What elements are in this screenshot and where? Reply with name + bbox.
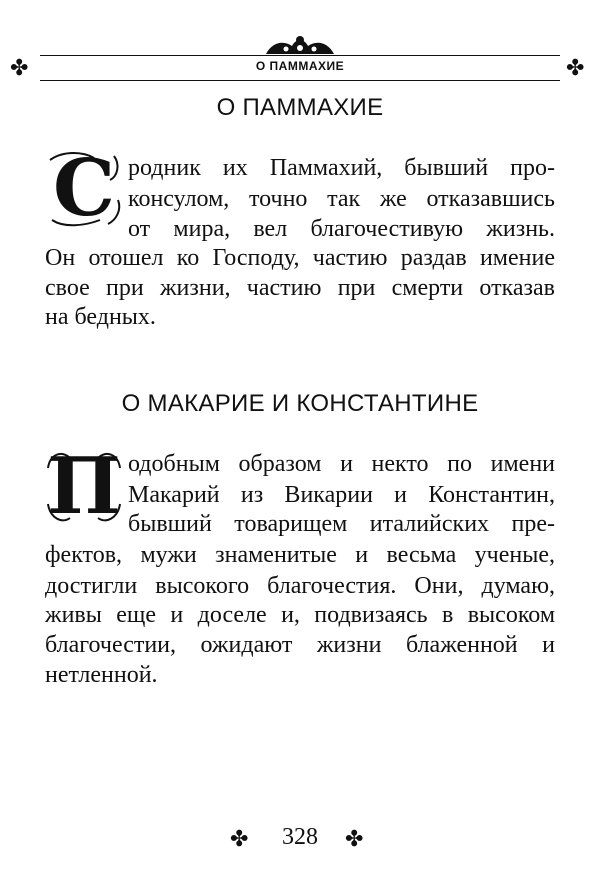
header-rule-top — [40, 55, 560, 56]
drop-cap-letter: С — [52, 143, 116, 234]
fleuron-left-icon: ✤ — [230, 826, 249, 851]
header-rule-bottom — [40, 80, 560, 81]
text-line: консулом, точно так же отказавшись — [128, 186, 555, 212]
fleuron-right-icon: ✤ — [566, 55, 585, 80]
text-line: на бедных. — [45, 304, 156, 330]
section-title: О МАКАРИЕ И КОНСТАНТИНЕ — [121, 390, 479, 417]
text-line: нетленной. — [45, 662, 158, 688]
text-line: от мира, вел благочестивую жизнь. — [128, 216, 555, 242]
text-line: Он отошел ко Господу, частию раздав имение — [45, 245, 555, 271]
text-line: благочестии, ожидают жизни блаженной и — [45, 632, 555, 658]
page-number: 328 — [282, 824, 318, 850]
drop-cap-letter: П — [47, 441, 121, 532]
text-line: свое при жизни, частию при смерти отказав — [45, 275, 555, 301]
header-top-ornament — [262, 34, 338, 56]
section-title: О ПАММАХИЕ — [216, 94, 384, 121]
text-line: живы еще и доселе и, подвизаясь в высоком — [45, 602, 555, 628]
text-line: достигли высокого благочестия. Они, думаю, — [45, 573, 555, 599]
text-line: Макарий из Викарии и Константин, — [128, 482, 555, 508]
fleuron-right-icon: ✤ — [345, 826, 364, 851]
text-line: одобным образом и некто по имени — [128, 451, 555, 477]
drop-cap — [44, 441, 124, 532]
running-header: О ПАММАХИЕ — [255, 59, 345, 73]
drop-cap — [44, 143, 124, 234]
fleuron-left-icon: ✤ — [10, 55, 29, 80]
text-line: фектов, мужи знаменитые и весьма ученые, — [45, 542, 555, 568]
text-line: родник их Паммахий, бывший про- — [128, 155, 555, 181]
text-line: бывший товарищем италийских пре- — [128, 511, 555, 537]
